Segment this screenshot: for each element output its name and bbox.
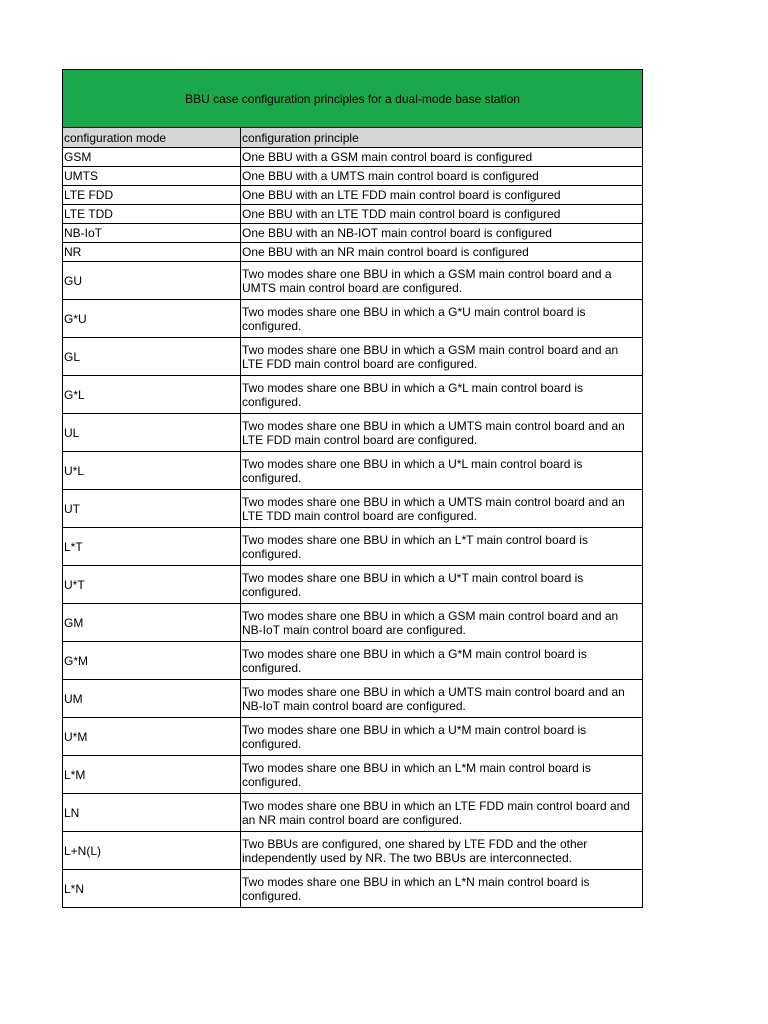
principle-cell: Two modes share one BBU in which a U*L main control board is configured. [241,452,643,490]
principle-cell: Two modes share one BBU in which a G*M main control board is configured. [241,642,643,680]
principle-cell: Two modes share one BBU in which a UMTS main control board and an LTE TDD main control board are configured. [241,490,643,528]
mode-cell: L*T [63,528,241,566]
mode-cell: L*N [63,870,241,908]
table-body [63,70,643,908]
principle-cell: Two modes share one BBU in which an L*N main control board is configured. [241,870,643,908]
table-row [63,756,643,794]
principle-cell: Two modes share one BBU in which a UMTS main control board and an LTE FDD main control board are configured. [241,414,643,452]
table-row [63,262,643,300]
mode-cell: LN [63,794,241,832]
principle-cell: Two modes share one BBU in which an LTE FDD main control board and an NR main control board are configured. [241,794,643,832]
table-row [63,376,643,414]
mode-cell: GSM [63,148,241,167]
principle-cell: One BBU with a UMTS main control board is configured [241,167,643,186]
table-row [63,832,643,870]
mode-cell: UL [63,414,241,452]
principle-cell: Two modes share one BBU in which a G*L main control board is configured. [241,376,643,414]
mode-cell: UM [63,680,241,718]
table-row [63,148,643,167]
mode-cell: UT [63,490,241,528]
principle-cell: Two BBUs are configured, one shared by LTE FDD and the other independently used by NR. The two BBUs are interconnected. [241,832,643,870]
table-row [63,167,643,186]
table-row [63,718,643,756]
table-title: BBU case configuration principles for a dual-mode base station [63,70,643,128]
mode-cell: GL [63,338,241,376]
mode-cell: L*M [63,756,241,794]
table-row [63,414,643,452]
table-row [63,338,643,376]
principle-cell: Two modes share one BBU in which a UMTS main control board and an NB-IoT main control board are configured. [241,680,643,718]
mode-cell: U*T [63,566,241,604]
table-row [63,680,643,718]
table-row [63,243,643,262]
mode-cell: U*L [63,452,241,490]
principle-cell: One BBU with an NB-IOT main control board is configured [241,224,643,243]
principle-cell: Two modes share one BBU in which a GSM main control board and a UMTS main control board are configured. [241,262,643,300]
table-row [63,604,643,642]
table-row [63,186,643,205]
principle-cell: One BBU with an NR main control board is configured [241,243,643,262]
mode-cell: G*L [63,376,241,414]
mode-cell: GU [63,262,241,300]
mode-cell: LTE FDD [63,186,241,205]
header-row [63,128,643,148]
principle-cell: Two modes share one BBU in which an L*T main control board is configured. [241,528,643,566]
table-row [63,566,643,604]
configuration-table [62,69,643,908]
principle-cell: Two modes share one BBU in which a GSM main control board and an LTE FDD main control board are configured. [241,338,643,376]
mode-cell: G*U [63,300,241,338]
title-row [63,70,643,128]
principle-cell: One BBU with an LTE FDD main control board is configured [241,186,643,205]
mode-cell: L+N(L) [63,832,241,870]
table-row [63,870,643,908]
mode-cell: U*M [63,718,241,756]
mode-cell: UMTS [63,167,241,186]
principle-cell: One BBU with an LTE TDD main control board is configured [241,205,643,224]
mode-cell: LTE TDD [63,205,241,224]
mode-cell: NR [63,243,241,262]
table-row [63,490,643,528]
table-row [63,205,643,224]
table-row [63,452,643,490]
principle-cell: Two modes share one BBU in which a G*U main control board is configured. [241,300,643,338]
column-header-mode: configuration mode [63,128,241,148]
principle-cell: One BBU with a GSM main control board is configured [241,148,643,167]
mode-cell: NB-IoT [63,224,241,243]
table-row [63,642,643,680]
principle-cell: Two modes share one BBU in which a GSM main control board and an NB-IoT main control board are configured. [241,604,643,642]
table-row [63,794,643,832]
mode-cell: G*M [63,642,241,680]
table-row [63,300,643,338]
principle-cell: Two modes share one BBU in which a U*M main control board is configured. [241,718,643,756]
principle-cell: Two modes share one BBU in which an L*M main control board is configured. [241,756,643,794]
column-header-principle: configuration principle [241,128,643,148]
mode-cell: GM [63,604,241,642]
table-row [63,528,643,566]
principle-cell: Two modes share one BBU in which a U*T main control board is configured. [241,566,643,604]
table-row [63,224,643,243]
